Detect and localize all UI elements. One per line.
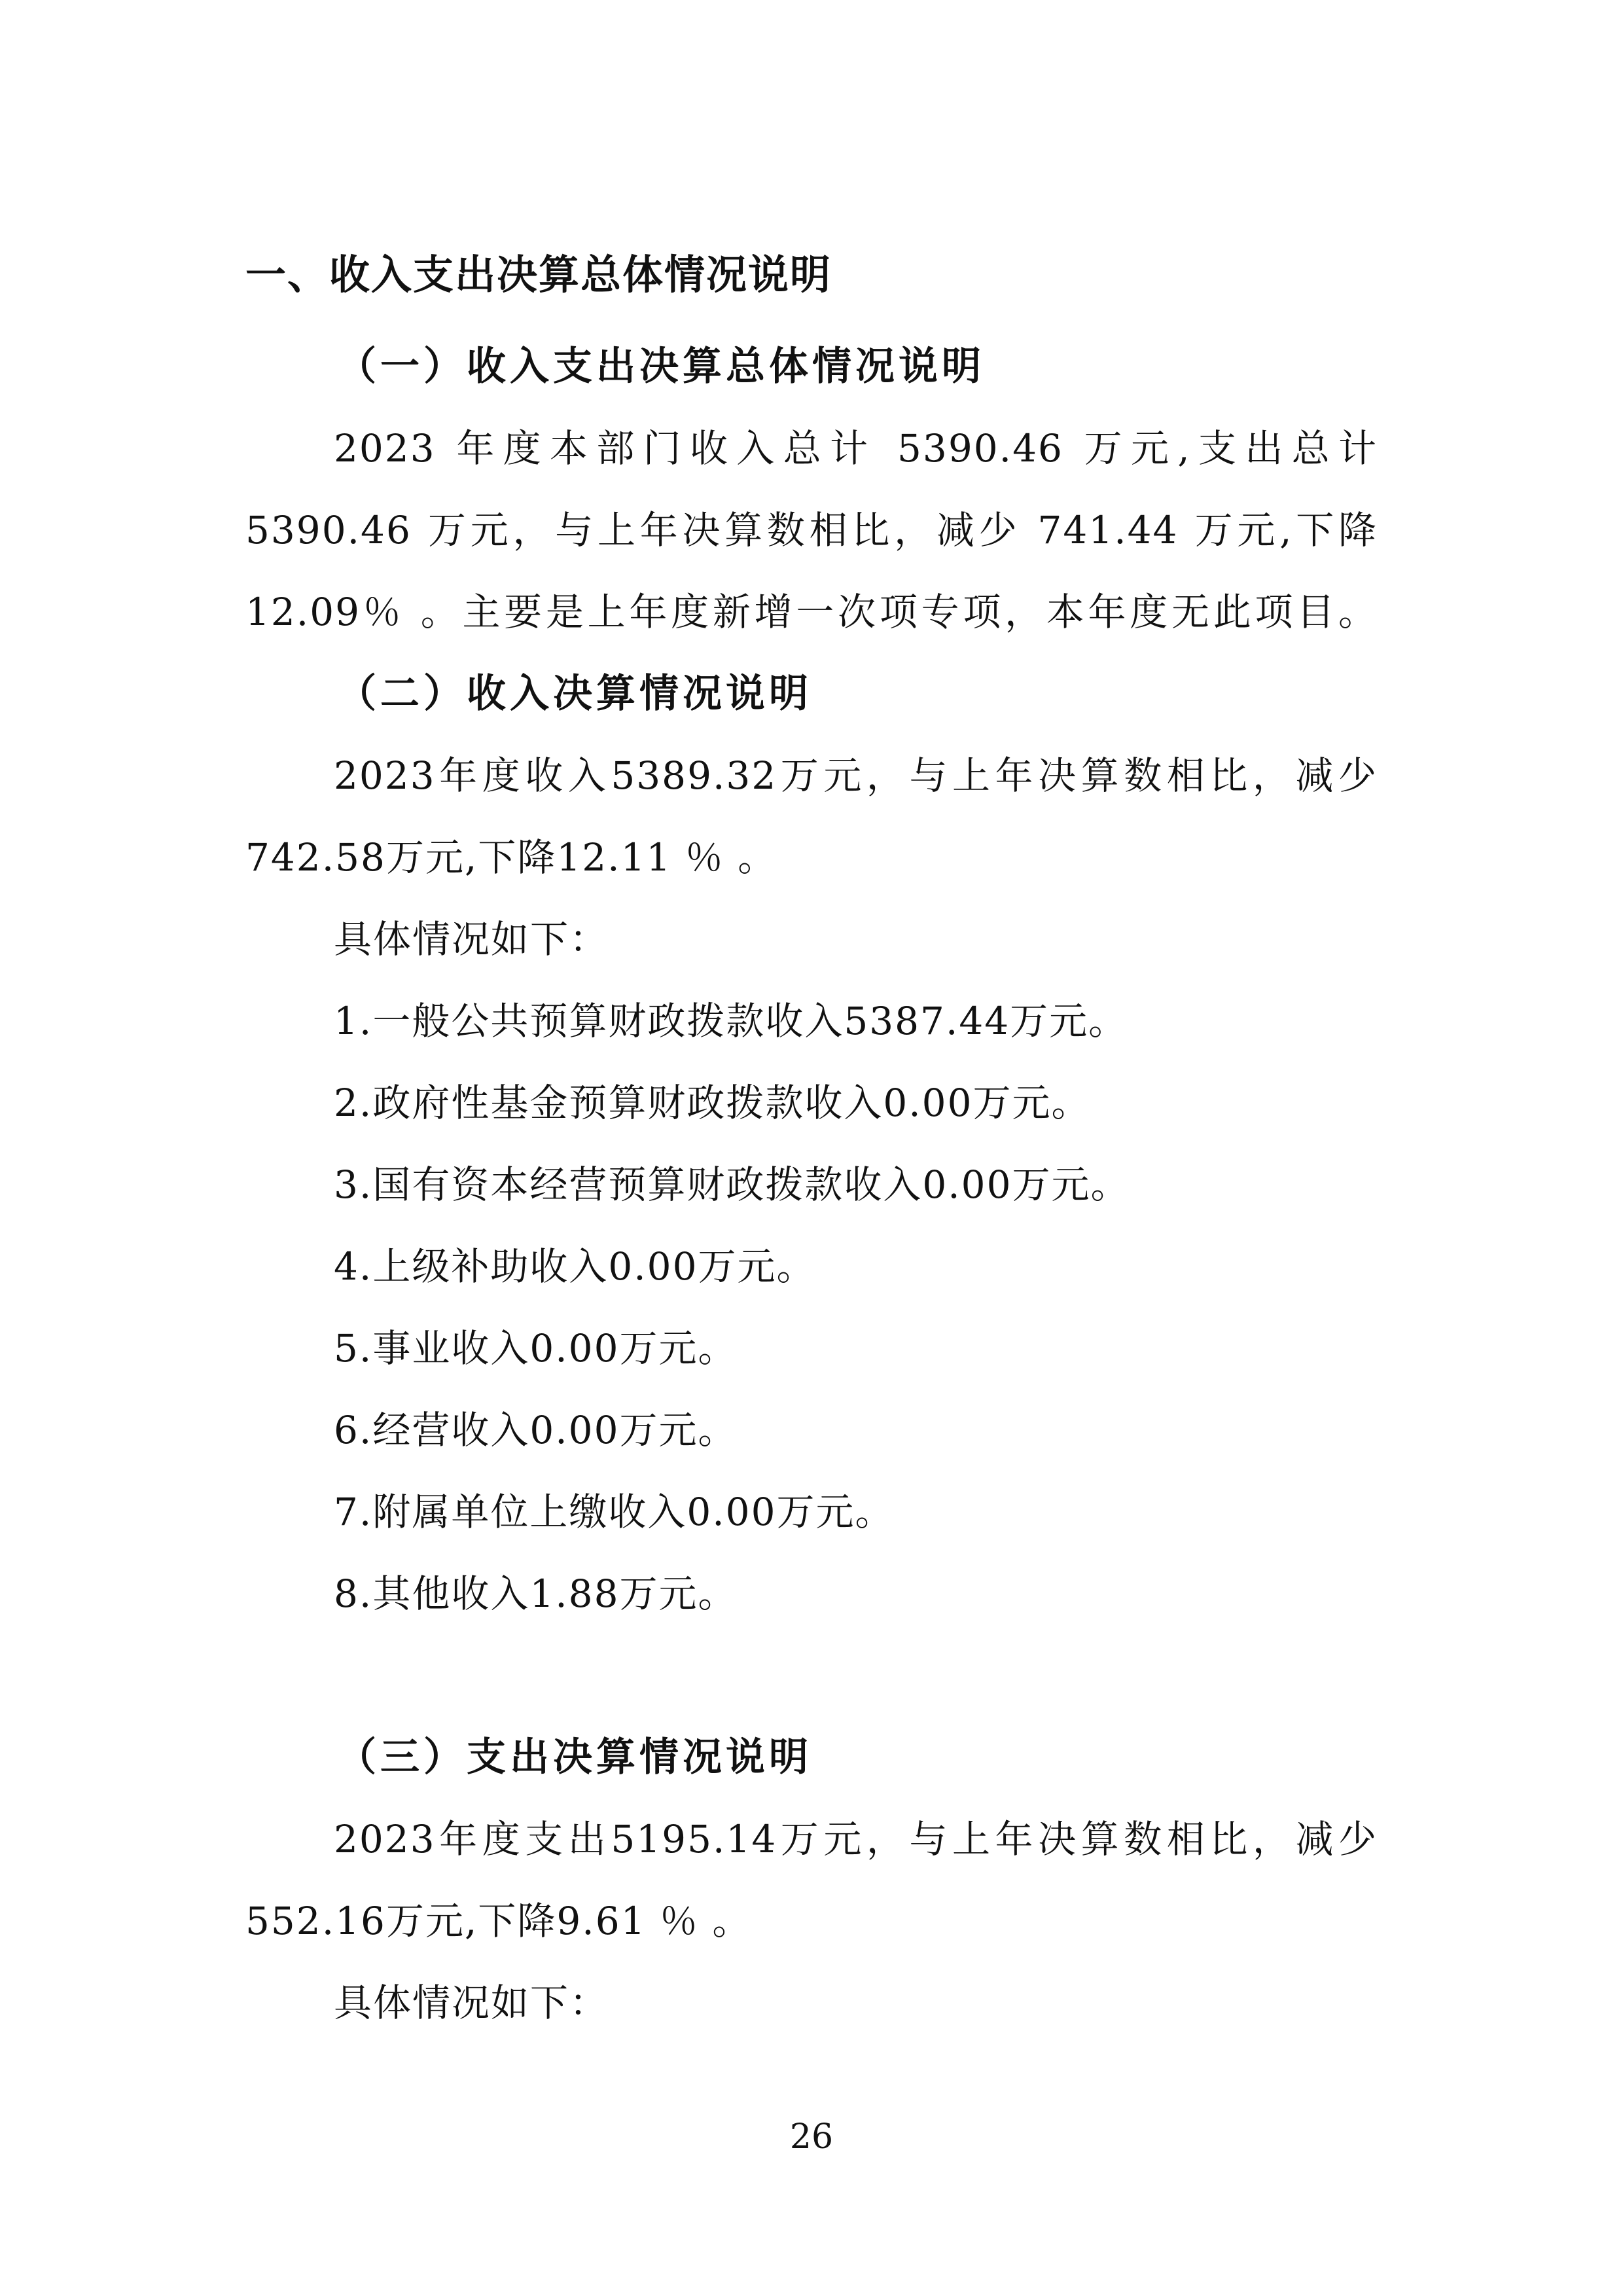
income-item-6: 6.经营收入0.00万元。 — [334, 1408, 738, 1452]
income-item-5: 5.事业收入0.00万元。 — [334, 1326, 738, 1371]
section-2-line-1: 2023年度收入5389.32万元，与上年决算数相比，减少 — [334, 753, 1378, 798]
section-1-line-3: 12.09％ 。主要是上年度新增一次项专项，本年度无此项目。 — [245, 590, 1378, 634]
section-1-line-2: 5390.46 万元，与上年决算数相比，减少 741.44 万元,下降 — [245, 508, 1378, 552]
income-item-1: 1.一般公共预算财政拨款收入5387.44万元。 — [334, 999, 1128, 1043]
section-3-line-1: 2023年度支出5195.14万元，与上年决算数相比，减少 — [334, 1817, 1378, 1861]
income-item-4: 4.上级补助收入0.00万元。 — [334, 1244, 816, 1289]
income-item-2: 2.政府性基金预算财政拨款收入0.00万元。 — [334, 1081, 1091, 1125]
section-1-line-1: 2023 年度本部门收入总计 5390.46 万元,支出总计 — [334, 426, 1378, 471]
section-3-title: （三）支出决算情况说明 — [337, 1734, 812, 1780]
section-1-title: （一）收入支出决算总体情况说明 — [337, 344, 985, 389]
section-2-line-2: 742.58万元,下降12.11 ％ 。 — [245, 835, 777, 880]
section-2-detail-intro: 具体情况如下： — [334, 917, 609, 961]
page-number: 26 — [789, 2117, 834, 2157]
section-3-detail-intro: 具体情况如下： — [334, 1981, 609, 2025]
income-item-3: 3.国有资本经营预算财政拨款收入0.00万元。 — [334, 1162, 1130, 1207]
section-2-title: （二）收入决算情况说明 — [337, 671, 812, 717]
heading-income-expenditure-overview: 一、收入支出决算总体情况说明 — [245, 251, 832, 298]
income-item-8: 8.其他收入1.88万元。 — [334, 1571, 738, 1616]
income-item-7: 7.附属单位上缴收入0.00万元。 — [334, 1490, 895, 1534]
section-3-line-2: 552.16万元,下降9.61 ％ 。 — [245, 1899, 752, 1943]
